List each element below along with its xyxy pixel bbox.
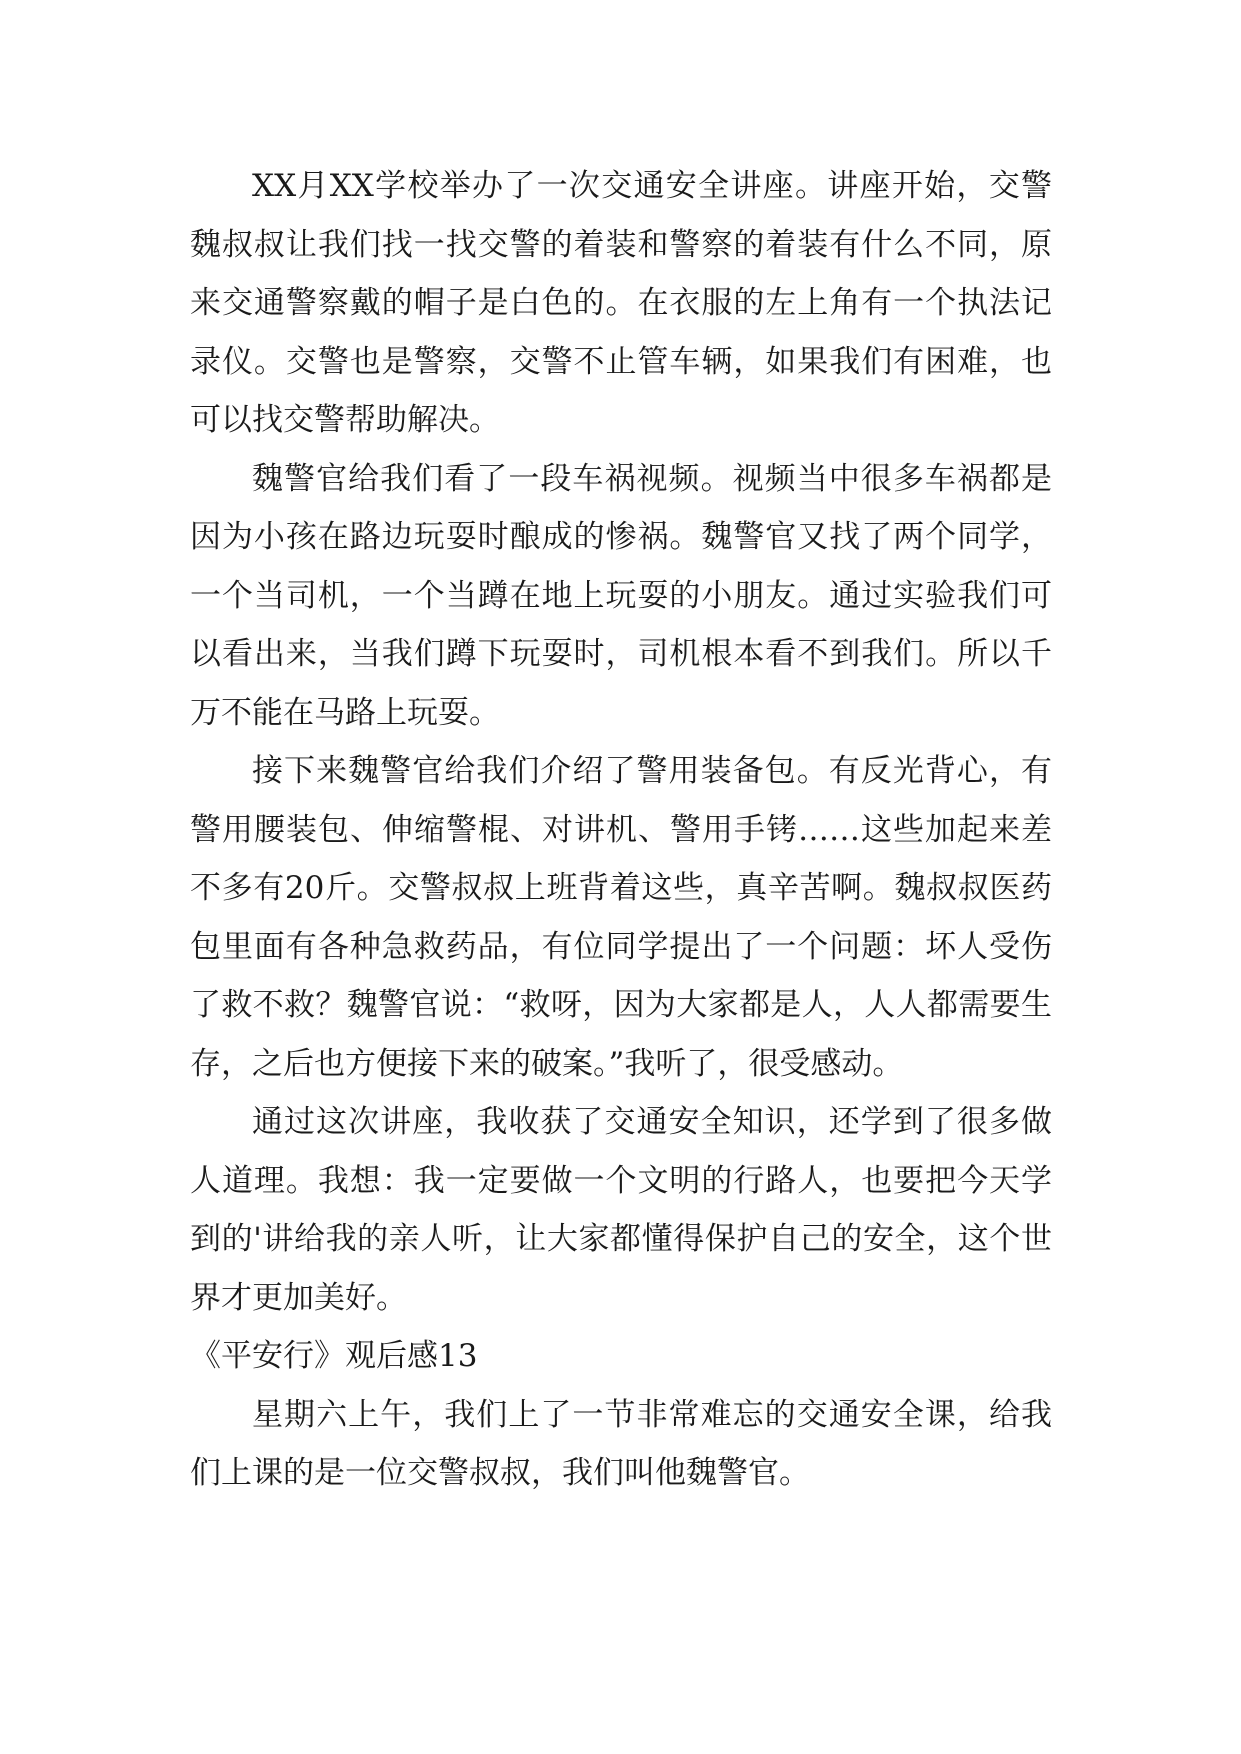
paragraph-saturday-class: 星期六上午，我们上了一节非常难忘的交通安全课，给我们上课的是一位交警叔叔，我们叫他魏警官。 bbox=[190, 1396, 1052, 1491]
document-body bbox=[190, 157, 1052, 1503]
section-heading: 《平安行》观后感13 bbox=[190, 1338, 478, 1374]
paragraph-conclusion: 通过这次讲座，我收获了交通安全知识，还学到了很多做人道理。我想：我一定要做一个文明的行路人，也要把今天学到的'讲给我的亲人听，让大家都懂得保护自己的安全，这个世界才更加美好。 bbox=[190, 1104, 1052, 1316]
paragraph-equipment-bag: 接下来魏警官给我们介绍了警用装备包。有反光背心，有警用腰装包、伸缩警棍、对讲机、警用手铐……这些加起来差不多有20斤。交警叔叔上班背着这些，真辛苦啊。魏叔叔医药包里面有各种急救药品，有位同学提出了一个问题：坏人受伤了救不救？魏警官说：“救呀，因为大家都是人，人人都需要生存，之后也方便接下来的破案。”我听了，很受感动。 bbox=[190, 753, 1052, 1082]
paragraph-accident-video: 魏警官给我们看了一段车祸视频。视频当中很多车祸都是因为小孩在路边玩耍时酿成的惨祸。魏警官又找了两个同学，一个当司机，一个当蹲在地上玩耍的小朋友。通过实验我们可以看出来，当我们蹲下玩耍时，司机根本看不到我们。所以千万不能在马路上玩耍。 bbox=[190, 460, 1052, 731]
paragraph-lecture-intro: XX月XX学校举办了一次交通安全讲座。讲座开始，交警魏叔叔让我们找一找交警的着装和警察的着装有什么不同，原来交通警察戴的帽子是白色的。在衣服的左上角有一个执法记录仪。交警也是警察，交警不止管车辆，如果我们有困难，也可以找交警帮助解决。 bbox=[190, 168, 1052, 438]
